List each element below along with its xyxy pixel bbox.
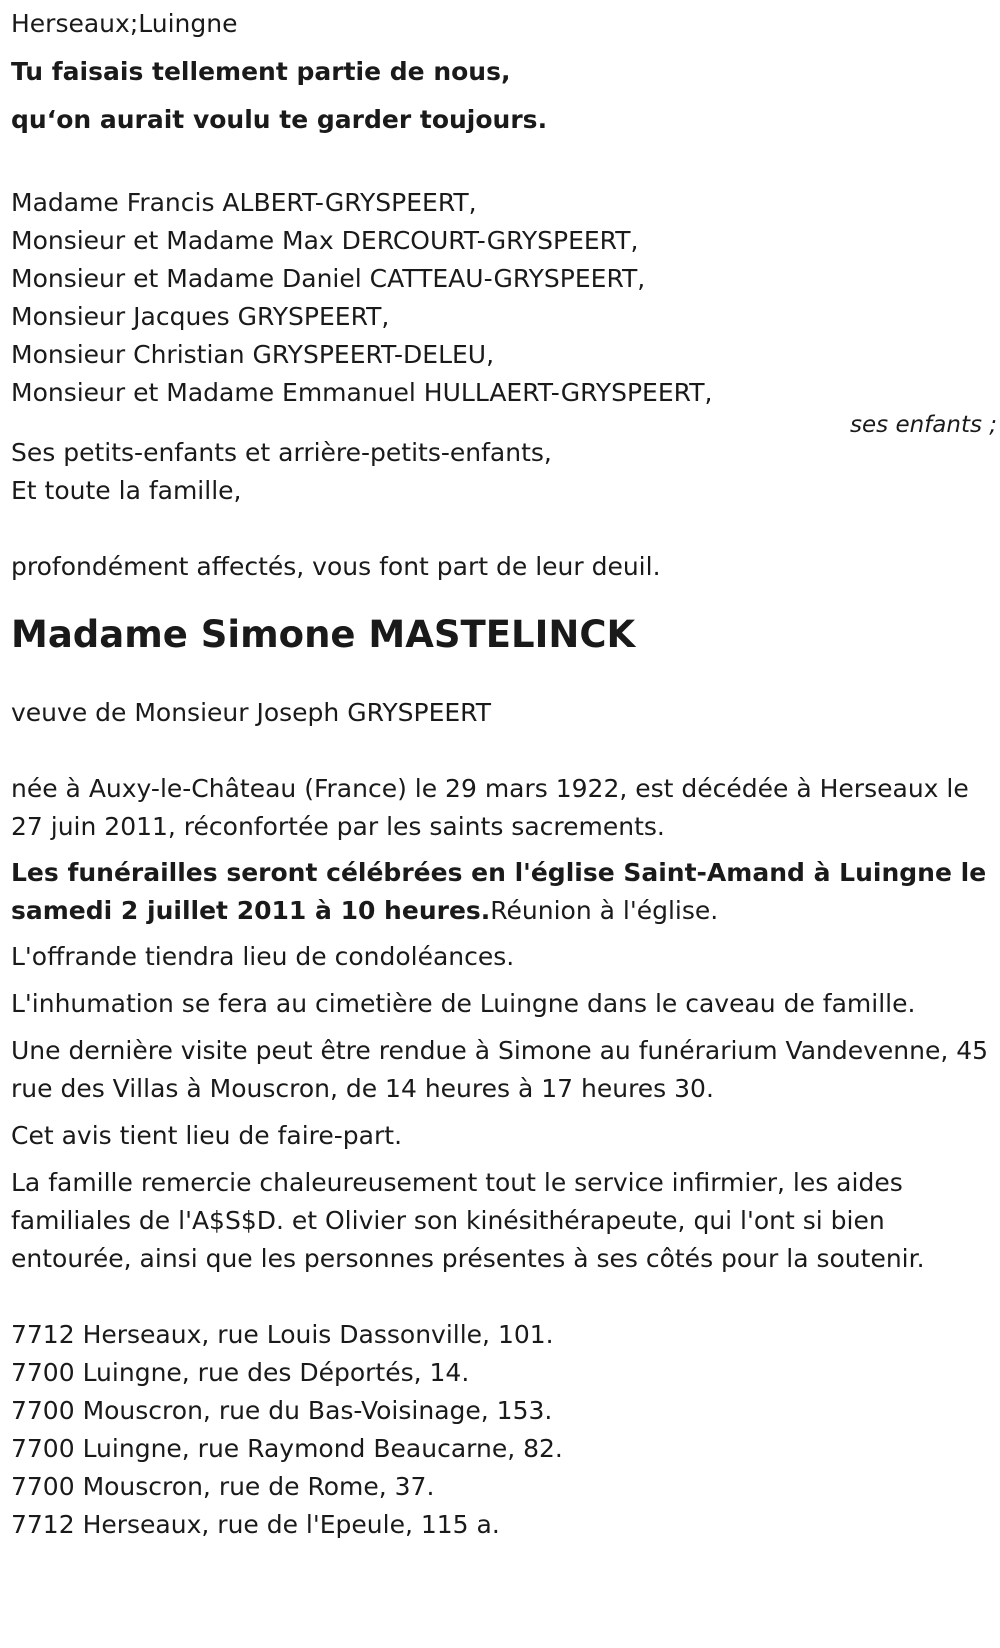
- address-entry: 7700 Mouscron, rue de Rome, 37.: [11, 1472, 435, 1501]
- paragraph-thanks: La famille remercie chaleureusement tout le service infirmier, les aides familiales de l'A$S$D. et Olivier son kinésithérapeute, qui l'ont si bien entourée, ainsi que les personnes présentes à ses côtés pour la soutenir.: [11, 1168, 925, 1273]
- funeral-meeting: Réunion à l'église.: [490, 896, 719, 925]
- funeral-details: Les funérailles seront célébrées en l'église Saint-Amand à Luingne le samedi 2 juillet 2011 à 10 heures.: [11, 858, 987, 925]
- paragraph-burial: L'inhumation se fera au cimetière de Luingne dans le caveau de famille.: [11, 989, 916, 1018]
- address-list: [11, 1316, 995, 1544]
- address-entry: 7700 Luingne, rue Raymond Beaucarne, 82.: [11, 1434, 563, 1463]
- child-entry: Monsieur Jacques GRYSPEERT,: [11, 302, 390, 331]
- children-list: [11, 184, 997, 438]
- announcement-text: profondément affectés, vous font part de leur deuil.: [11, 552, 661, 581]
- child-entry: Monsieur et Madame Max DERCOURT-GRYSPEERT,: [11, 226, 639, 255]
- obituary-notice: [11, 0, 995, 1544]
- deceased-name: Madame Simone MASTELINCK: [11, 613, 636, 656]
- birth-death-text: née à Auxy-le-Château (France) le 29 mars 1922, est décédée à Herseaux le 27 juin 2011, réconfortée par les saints sacrements.: [11, 774, 969, 841]
- address-entry: 7700 Mouscron, rue du Bas-Voisinage, 153.: [11, 1396, 553, 1425]
- address-entry: 7712 Herseaux, rue Louis Dassonville, 101.: [11, 1320, 554, 1349]
- family-line: Ses petits-enfants et arrière-petits-enfants,: [11, 438, 552, 467]
- funeral-paragraph: [11, 854, 995, 930]
- paragraph-offering: L'offrande tiendra lieu de condoléances.: [11, 942, 515, 971]
- location-header: Herseaux;Luingne: [11, 9, 238, 38]
- child-entry: Monsieur Christian GRYSPEERT-DELEU,: [11, 340, 495, 369]
- child-entry: Madame Francis ALBERT-GRYSPEERT,: [11, 188, 477, 217]
- child-entry: Monsieur et Madame Daniel CATTEAU-GRYSPEERT,: [11, 264, 646, 293]
- family-line: Et toute la famille,: [11, 476, 242, 505]
- paragraph-visit: Une dernière visite peut être rendue à Simone au funérarium Vandevenne, 45 rue des Villas à Mouscron, de 14 heures à 17 heures 30.: [11, 1036, 989, 1103]
- address-entry: 7712 Herseaux, rue de l'Epeule, 115 a.: [11, 1510, 500, 1539]
- address-entry: 7700 Luingne, rue des Déportés, 14.: [11, 1358, 470, 1387]
- widow-of-text: veuve de Monsieur Joseph GRYSPEERT: [11, 698, 491, 727]
- quote-line-2: qu‘on aurait voulu te garder toujours.: [11, 105, 548, 134]
- quote-line-1: Tu faisais tellement partie de nous,: [11, 57, 511, 86]
- children-label: ses enfants ;: [850, 412, 997, 438]
- child-entry: Monsieur et Madame Emmanuel HULLAERT-GRYSPEERT,: [11, 378, 713, 407]
- paragraph-notice: Cet avis tient lieu de faire-part.: [11, 1121, 403, 1150]
